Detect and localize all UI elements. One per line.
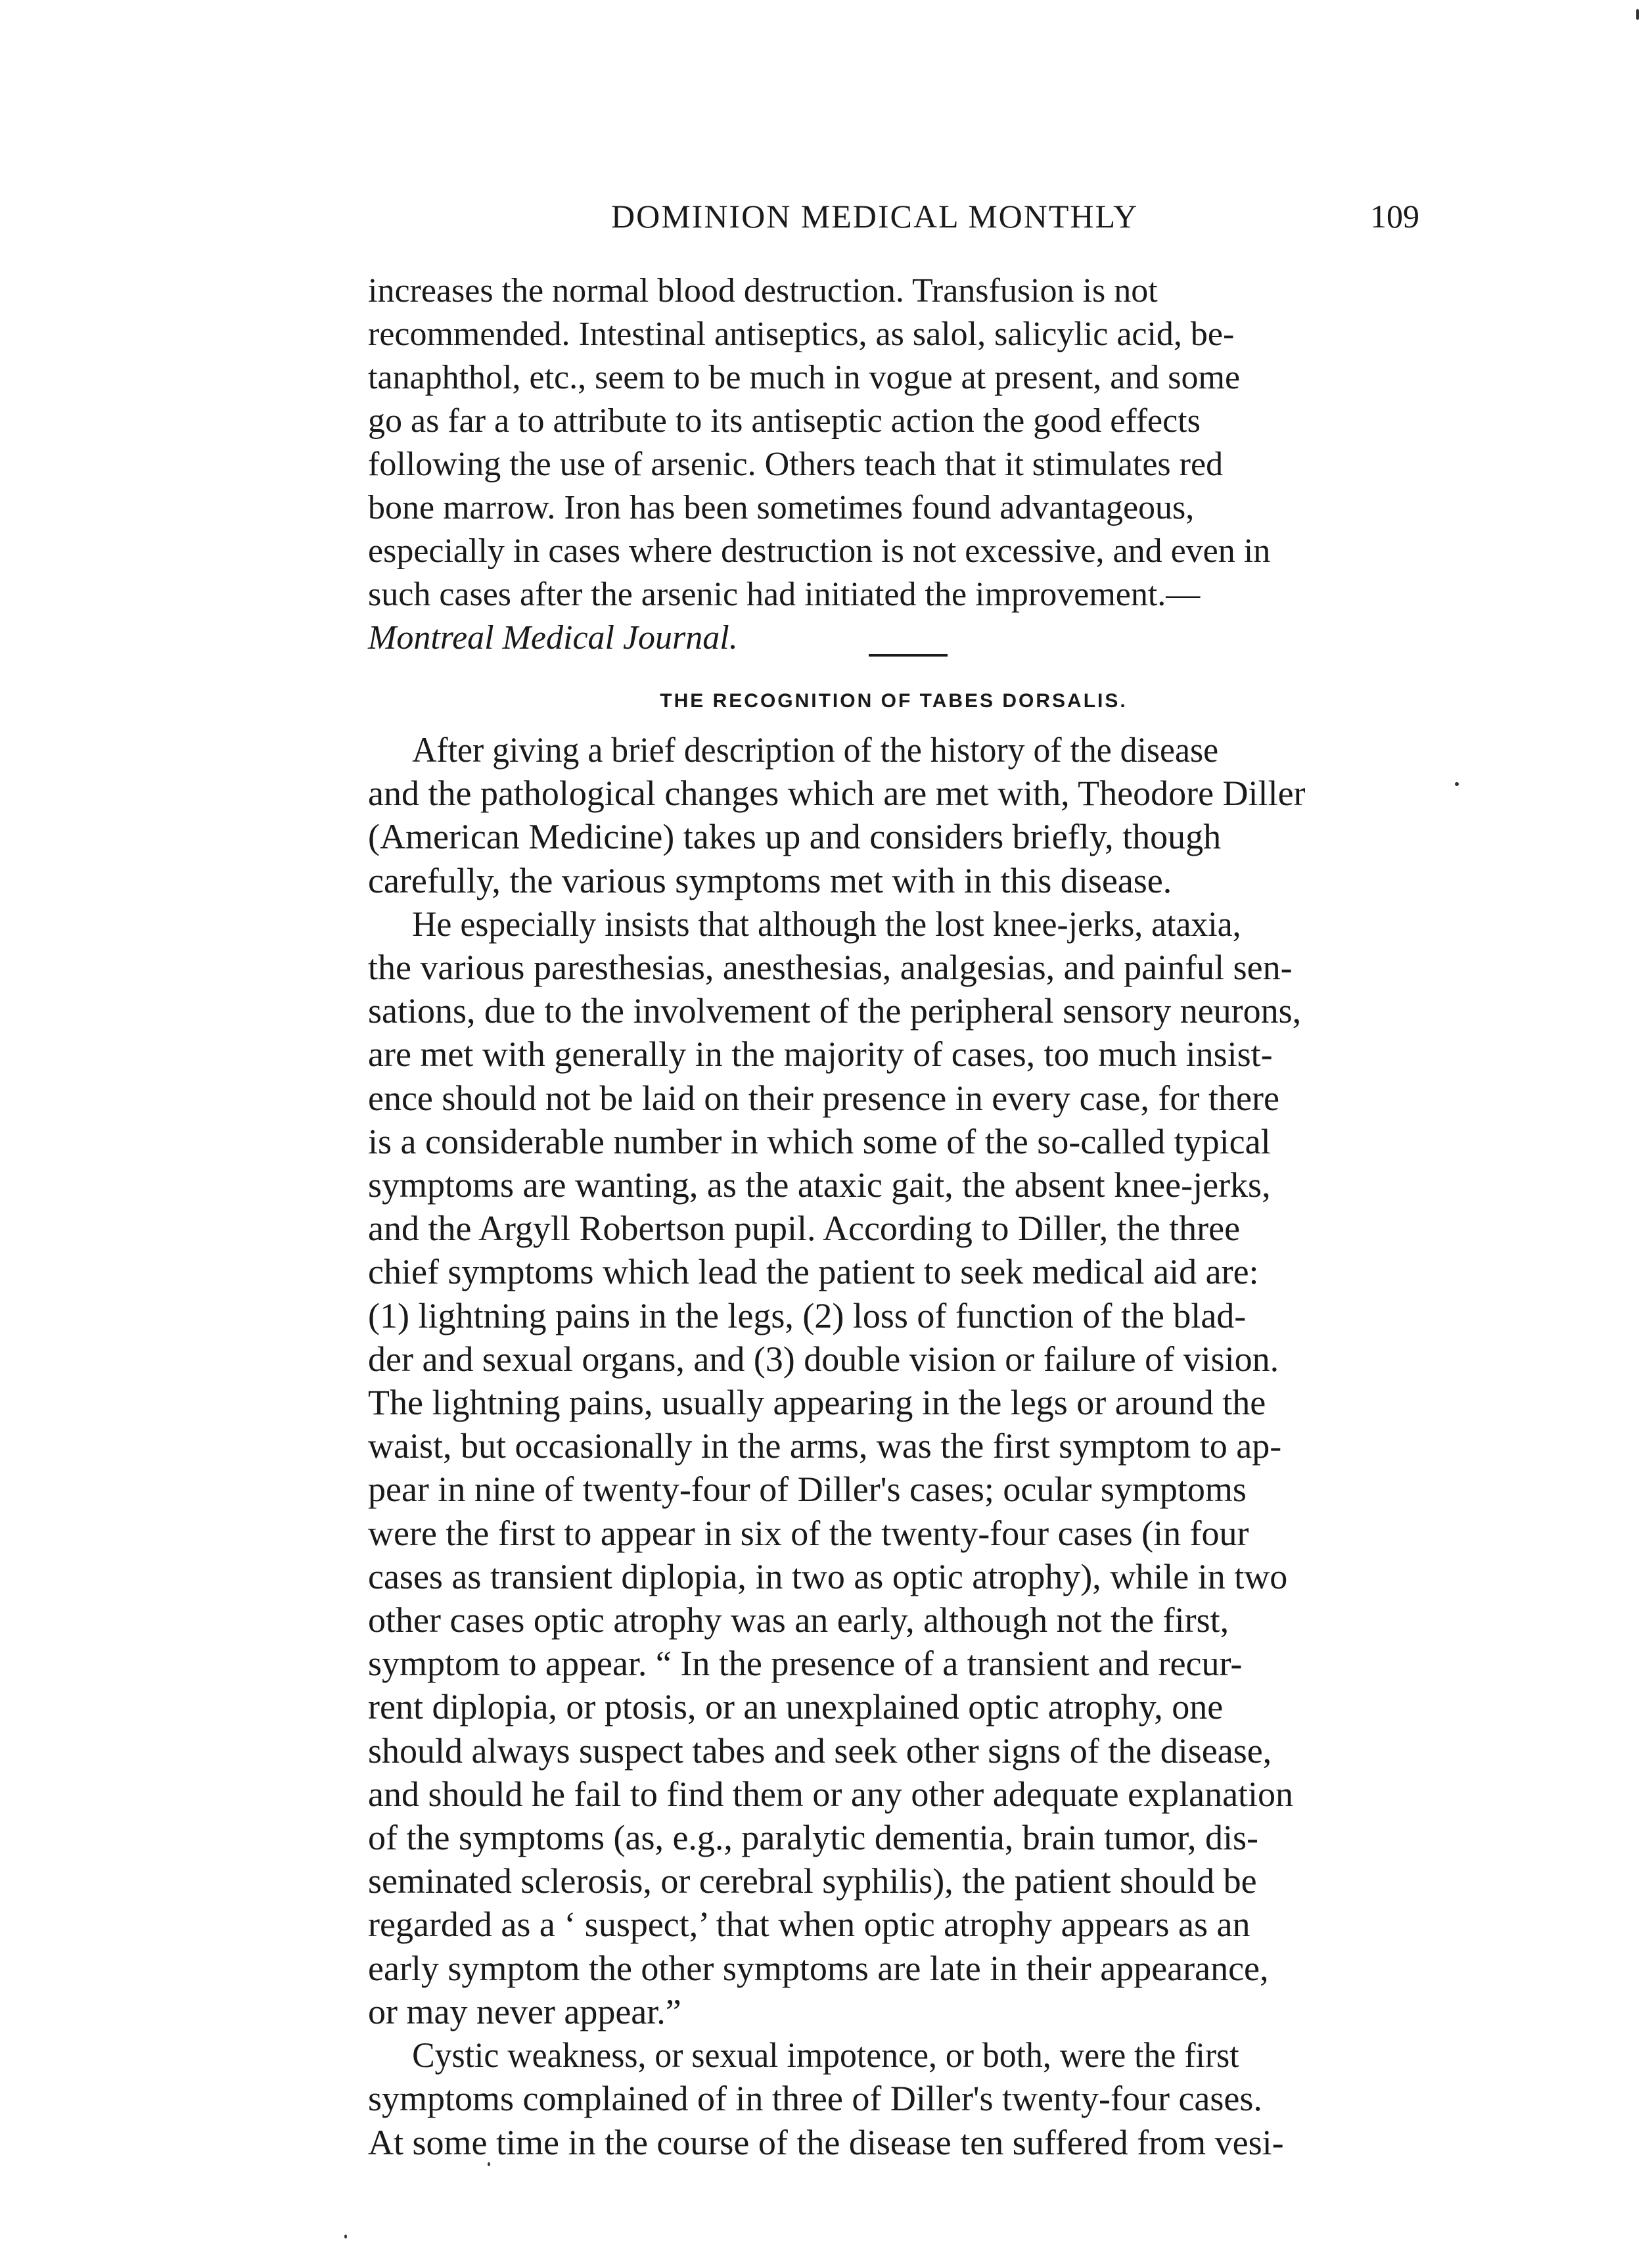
text-line: other cases optic atrophy was an early, although not the first, (368, 1600, 1229, 1640)
text-line: bone marrow. Iron has been sometimes found advantageous, (368, 489, 1195, 526)
text-line: (American Medicine) takes up and considers briefly, though (368, 817, 1222, 857)
text-line: tanaphthol, etc., seem to be much in vogue at present, and some (368, 359, 1241, 396)
article-title: THE RECOGNITION OF TABES DORSALIS. (660, 690, 1128, 712)
text-line: symptom to appear. “ In the presence of a transient and recur- (368, 1644, 1243, 1684)
text-line: and should he fail to find them or any other adequate explanation (368, 1774, 1294, 1814)
text-line: rent diplopia, or ptosis, or an unexplained optic atrophy, one (368, 1687, 1224, 1727)
text-line: is a considerable number in which some of the so-called typical (368, 1121, 1271, 1161)
text-line: following the use of arsenic. Others teach that it stimulates red (368, 446, 1224, 483)
text-line: At some time in the course of the disease ten suffered from vesi- (368, 2122, 1284, 2162)
section-divider (869, 654, 948, 657)
source-citation: Montreal Medical Journal. (368, 619, 738, 657)
text-line: chief symptoms which lead the patient to seek medical aid are: (368, 1252, 1259, 1292)
text-line: (1) lightning pains in the legs, (2) loss of function of the blad- (368, 1295, 1247, 1335)
scan-speck (1455, 782, 1459, 786)
page-number: 109 (1370, 198, 1419, 235)
text-line: After giving a brief description of the history of the disease (412, 730, 1219, 770)
text-line: sations, due to the involvement of the peripheral sensory neurons, (368, 991, 1302, 1031)
text-line: early symptom the other symptoms are late in their appearance, (368, 1948, 1269, 1988)
text-line: and the pathological changes which are met with, Theodore Diller (368, 774, 1306, 814)
running-head (368, 197, 1419, 243)
text-line: He especially insists that although the lost knee-jerks, ataxia, (412, 904, 1241, 944)
text-line: such cases after the arsenic had initiated the improvement.— (368, 576, 1201, 613)
text-line: or may never appear.” (368, 1991, 681, 2031)
text-line: especially in cases where destruction is not excessive, and even in (368, 532, 1271, 570)
text-line: symptoms complained of in three of Diller's twenty-four cases. (368, 2079, 1262, 2119)
text-line: Cystic weakness, or sexual impotence, or both, were the first (412, 2035, 1239, 2075)
text-line: of the symptoms (as, e.g., paralytic dementia, brain tumor, dis- (368, 1818, 1259, 1858)
text-line: are met with generally in the majority of cases, too much insist- (368, 1034, 1273, 1075)
text-line: were the first to appear in six of the twenty-four cases (in four (368, 1513, 1249, 1553)
scan-speck (344, 2235, 347, 2238)
text-line: regarded as a ‘ suspect,’ that when optic atrophy appears as an (368, 1905, 1250, 1945)
text-line: recommended. Intestinal antiseptics, as salol, salicylic acid, be- (368, 315, 1235, 353)
article-body (368, 728, 1419, 2164)
text-line: The lightning pains, usually appearing in the legs or around the (368, 1383, 1266, 1423)
text-line: ence should not be laid on their presence in every case, for there (368, 1078, 1279, 1118)
text-line: pear in nine of twenty-four of Diller's cases; ocular symptoms (368, 1470, 1247, 1510)
text-line: should always suspect tabes and seek other signs of the disease, (368, 1730, 1272, 1771)
running-title: DOMINION MEDICAL MONTHLY (611, 198, 1139, 235)
text-line: increases the normal blood destruction. Transfusion is not (368, 272, 1158, 310)
text-line: and the Argyll Robertson pupil. According to Diller, the three (368, 1209, 1241, 1249)
text-line: carefully, the various symptoms met with in this disease. (368, 860, 1172, 900)
text-line: cases as transient diplopia, in two as optic atrophy), while in two (368, 1556, 1288, 1596)
text-line: der and sexual organs, and (3) double vision or failure of vision. (368, 1339, 1279, 1379)
text-line: waist, but occasionally in the arms, was the first symptom to ap- (368, 1426, 1282, 1466)
scan-speck (1636, 9, 1639, 20)
text-line: symptoms are wanting, as the ataxic gait, the absent knee-jerks, (368, 1165, 1271, 1205)
text-line: seminated sclerosis, or cerebral syphilis), the patient should be (368, 1861, 1257, 1901)
continuation-text (368, 269, 1419, 660)
text-line: go as far a to attribute to its antiseptic action the good effects (368, 402, 1201, 440)
text-line: the various paresthesias, anesthesias, analgesias, and painful sen- (368, 948, 1293, 988)
scan-speck (488, 2162, 490, 2166)
